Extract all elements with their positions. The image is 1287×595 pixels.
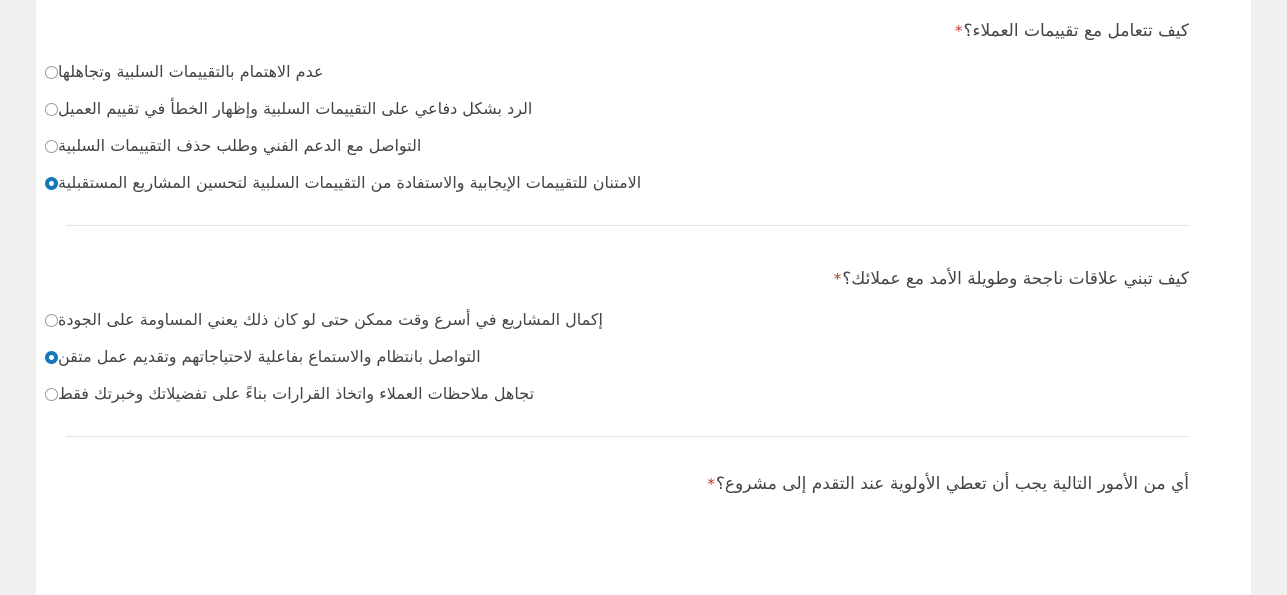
spacer — [36, 226, 1251, 266]
option-row[interactable] — [36, 97, 1219, 121]
page-gutter-left — [0, 0, 36, 595]
question-title-3 — [36, 471, 1219, 497]
radio-icon[interactable] — [45, 314, 58, 327]
option-label: عدم الاهتمام بالتقييمات السلبية وتجاهلها — [58, 62, 324, 81]
question-text-1: كيف تتعامل مع تقييمات العملاء؟ — [963, 21, 1189, 41]
radio-icon[interactable] — [45, 66, 58, 79]
required-marker-2: * — [833, 270, 842, 288]
question-block-3 — [36, 471, 1251, 497]
required-marker-3: * — [707, 475, 715, 493]
question-title-1 — [36, 18, 1219, 44]
required-marker-1: * — [954, 22, 963, 40]
radio-icon[interactable] — [45, 103, 58, 116]
option-label: التواصل بانتظام والاستماع بفاعلية لاحتياجاتهم وتقديم عمل متقن — [58, 347, 481, 366]
radio-icon[interactable] — [45, 140, 58, 153]
option-row[interactable] — [36, 134, 1219, 158]
question-block-1 — [36, 0, 1251, 226]
question-block-2 — [36, 266, 1251, 437]
option-row[interactable] — [36, 345, 1219, 369]
option-row[interactable] — [36, 382, 1219, 406]
option-label: الامتنان للتقييمات الإيجابية والاستفادة من التقييمات السلبية لتحسين المشاريع المستقبلية — [58, 173, 642, 192]
option-label: الرد بشكل دفاعي على التقييمات السلبية وإظهار الخطأ في تقييم العميل — [58, 99, 533, 118]
option-row[interactable] — [36, 171, 1219, 195]
option-row[interactable] — [36, 308, 1219, 332]
option-label: التواصل مع الدعم الفني وطلب حذف التقييمات السلبية — [58, 136, 422, 155]
radio-icon-selected[interactable] — [45, 351, 58, 364]
radio-icon-selected[interactable] — [45, 177, 58, 190]
page-gutter-right — [1251, 0, 1287, 595]
option-label: تجاهل ملاحظات العملاء واتخاذ القرارات بناءً على تفضيلاتك وخبرتك فقط — [58, 384, 535, 403]
options-list-2 — [36, 308, 1219, 406]
spacer — [36, 437, 1251, 471]
option-row[interactable] — [36, 60, 1219, 84]
question-title-2 — [36, 266, 1219, 292]
question-text-3: أي من الأمور التالية يجب أن تعطي الأولوية عند التقدم إلى مشروع؟ — [715, 474, 1189, 494]
option-label: إكمال المشاريع في أسرع وقت ممكن حتى لو كان ذلك يعني المساومة على الجودة — [58, 310, 603, 329]
question-text-2: كيف تبني علاقات ناجحة وطويلة الأمد مع عملائك؟ — [842, 269, 1189, 289]
options-list-1 — [36, 60, 1219, 195]
radio-icon[interactable] — [45, 388, 58, 401]
survey-form — [36, 0, 1251, 595]
